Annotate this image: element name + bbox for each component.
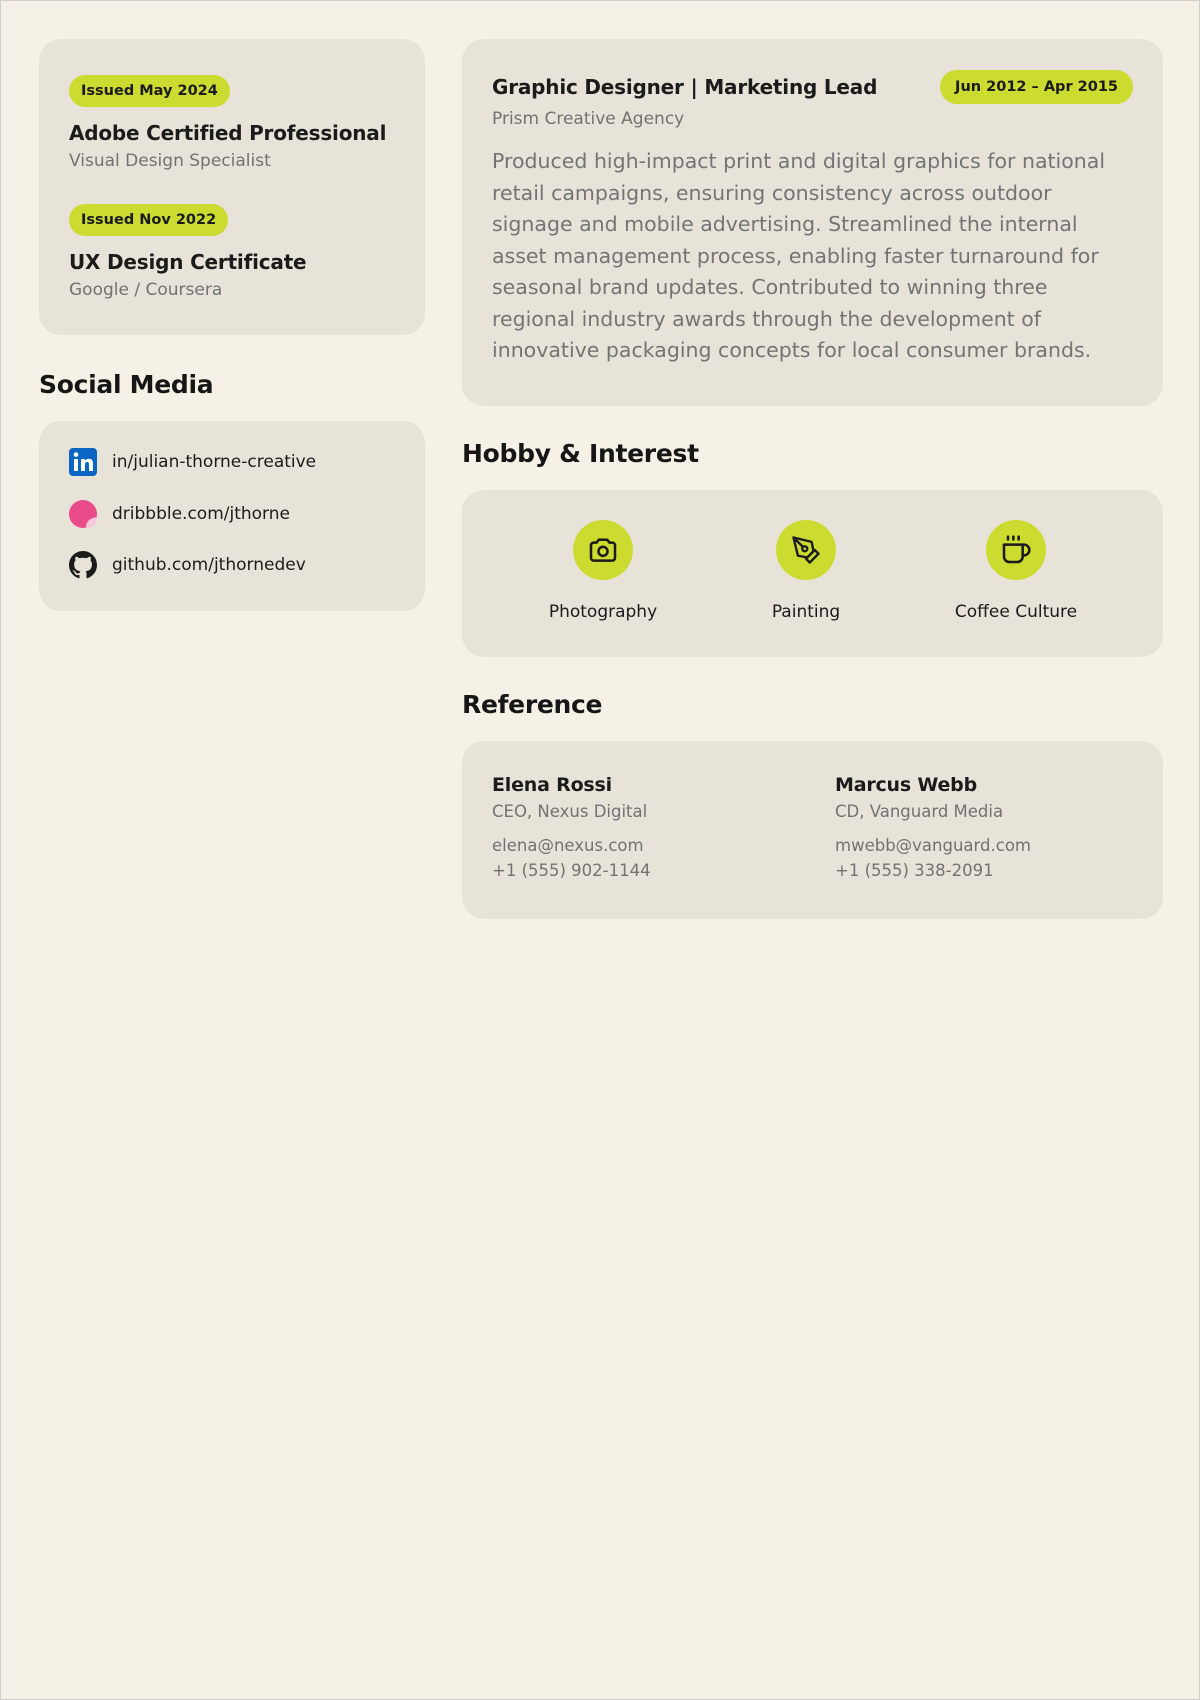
job-title: Graphic Designer | Marketing Lead: [492, 75, 878, 99]
certificate-item: [69, 75, 395, 172]
experience-header: [492, 69, 1133, 105]
coffee-cup-icon: [986, 520, 1046, 580]
reference-item: [492, 773, 792, 882]
hobby-heading: Hobby & Interest: [462, 439, 699, 468]
reference-phone[interactable]: +1 (555) 902-1144: [492, 861, 651, 880]
camera-icon: [573, 520, 633, 580]
social-link-text: in/julian-thorne-creative: [112, 452, 317, 472]
reference-name: Elena Rossi: [492, 774, 612, 796]
left-column: [39, 39, 425, 611]
company-name: Prism Creative Agency: [492, 109, 685, 129]
certificate-issuer: Visual Design Specialist: [69, 151, 271, 171]
reference-role: CD, Vanguard Media: [835, 802, 1004, 821]
pen-tool-icon: [776, 520, 836, 580]
hobby-label: Coffee Culture: [954, 602, 1078, 622]
hobby-card: [462, 490, 1163, 657]
social-media-heading: Social Media: [39, 370, 214, 399]
reference-name: Marcus Webb: [835, 774, 977, 796]
reference-role: CEO, Nexus Digital: [492, 802, 648, 821]
certificate-issuer: Google / Coursera: [69, 280, 223, 300]
job-description: Produced high-impact print and digital graphics for national retail campaigns, ensuring consistency across outdoor signage and mobile advertising. Streamlined the internal asset management process, enabling faster turnaround for seasonal brand updates. Contributed to winning three regional industry awards through the development of innovative packaging concepts for local consumer brands.: [492, 149, 1106, 362]
reference-email[interactable]: elena@nexus.com: [492, 836, 644, 855]
social-link-text: github.com/jthornedev: [112, 555, 306, 575]
certificates-card: [39, 39, 425, 335]
certificate-item: [69, 204, 395, 301]
reference-email[interactable]: mwebb@vanguard.com: [835, 836, 1031, 855]
reference-heading: Reference: [462, 690, 603, 719]
dribbble-icon: [69, 500, 97, 528]
reference-item: [835, 773, 1135, 882]
hobby-item: [721, 520, 891, 622]
github-icon: [69, 551, 97, 579]
issued-badge: Issued Nov 2022: [69, 204, 228, 236]
experience-card: [462, 39, 1163, 406]
social-link-github[interactable]: [69, 551, 395, 579]
reference-phone[interactable]: +1 (555) 338-2091: [835, 861, 994, 880]
linkedin-icon: [69, 448, 97, 476]
hobby-item: [931, 520, 1101, 622]
social-link-dribbble[interactable]: [69, 500, 395, 528]
certificate-title: Adobe Certified Professional: [69, 121, 387, 145]
hobby-label: Photography: [548, 602, 658, 622]
hobby-item: [518, 520, 688, 622]
social-link-text: dribbble.com/jthorne: [112, 503, 290, 524]
social-link-linkedin[interactable]: [69, 448, 395, 476]
right-column: [462, 39, 1163, 919]
social-media-card: [39, 421, 425, 611]
certificate-title: UX Design Certificate: [69, 250, 307, 274]
date-range-badge: Jun 2012 – Apr 2015: [940, 70, 1133, 104]
reference-card: [462, 741, 1163, 919]
hobby-label: Painting: [771, 602, 841, 622]
issued-badge: Issued May 2024: [69, 75, 230, 107]
